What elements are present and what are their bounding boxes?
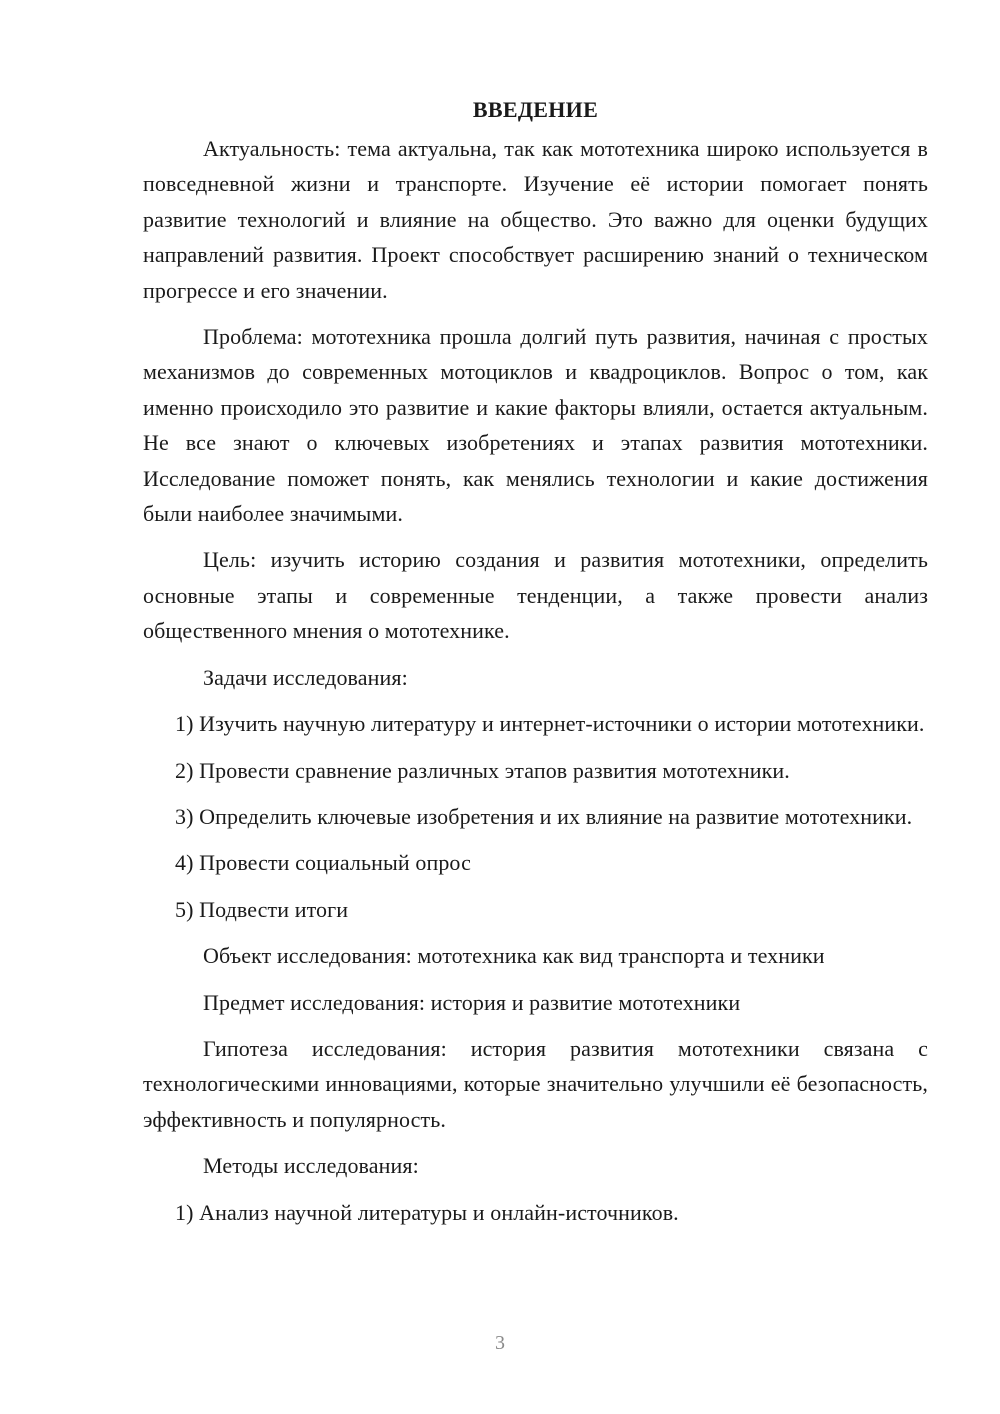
methods-heading: Методы исследования: <box>203 1153 419 1179</box>
section-title: ВВЕДЕНИЕ <box>472 97 599 122</box>
hypothesis-paragraph: Гипотеза исследования: история развития мототехники связана с технологическими инновациями, которые значительно улучшили её безопасность, эффективность и популярность. <box>143 1035 928 1132</box>
relevance-paragraph: Актуальность: тема актуальна, так как мототехника широко используется в повседневной жизни и транспорте. Изучение её истории помогает понять развитие технологий и влияние на общество. Это важно для оценки будущих направлений развития. Проект способствует расширению знаний о техническом прогрессе и его значении. <box>143 136 928 303</box>
task-item: 3) Определить ключевые изобретения и их влияние на развитие мототехники. <box>175 803 913 829</box>
task-item: 1) Изучить научную литературу и интернет-источники о истории мототехники. <box>175 711 925 737</box>
method-item: 1) Анализ научной литературы и онлайн-источников. <box>175 1199 679 1225</box>
tasks-heading: Задачи исследования: <box>203 664 408 690</box>
goal-paragraph: Цель: изучить историю создания и развития мототехники, определить основные этапы и современные тенденции, а также провести анализ общественного мнения о мототехнике. <box>143 547 928 644</box>
task-item: 2) Провести сравнение различных этапов развития мототехники. <box>175 757 790 783</box>
task-item: 5) Подвести итоги <box>175 896 349 922</box>
document-page <box>143 92 928 1241</box>
problem-paragraph: Проблема: мототехника прошла долгий путь развития, начиная с простых механизмов до современных мотоциклов и квадроциклов. Вопрос о том, как именно происходило это развитие и какие факторы влияли, остается актуальным. Не все знают о ключевых изобретениях и этапах развития мототехники. Исследование поможет понять, как менялись технологии и какие достижения были наиболее значимыми. <box>143 324 928 527</box>
task-item: 4) Провести социальный опрос <box>175 850 471 876</box>
subject-paragraph: Предмет исследования: история и развитие мототехники <box>203 989 741 1015</box>
object-paragraph: Объект исследования: мототехника как вид транспорта и техники <box>203 943 825 969</box>
page-number: 3 <box>495 1332 505 1354</box>
